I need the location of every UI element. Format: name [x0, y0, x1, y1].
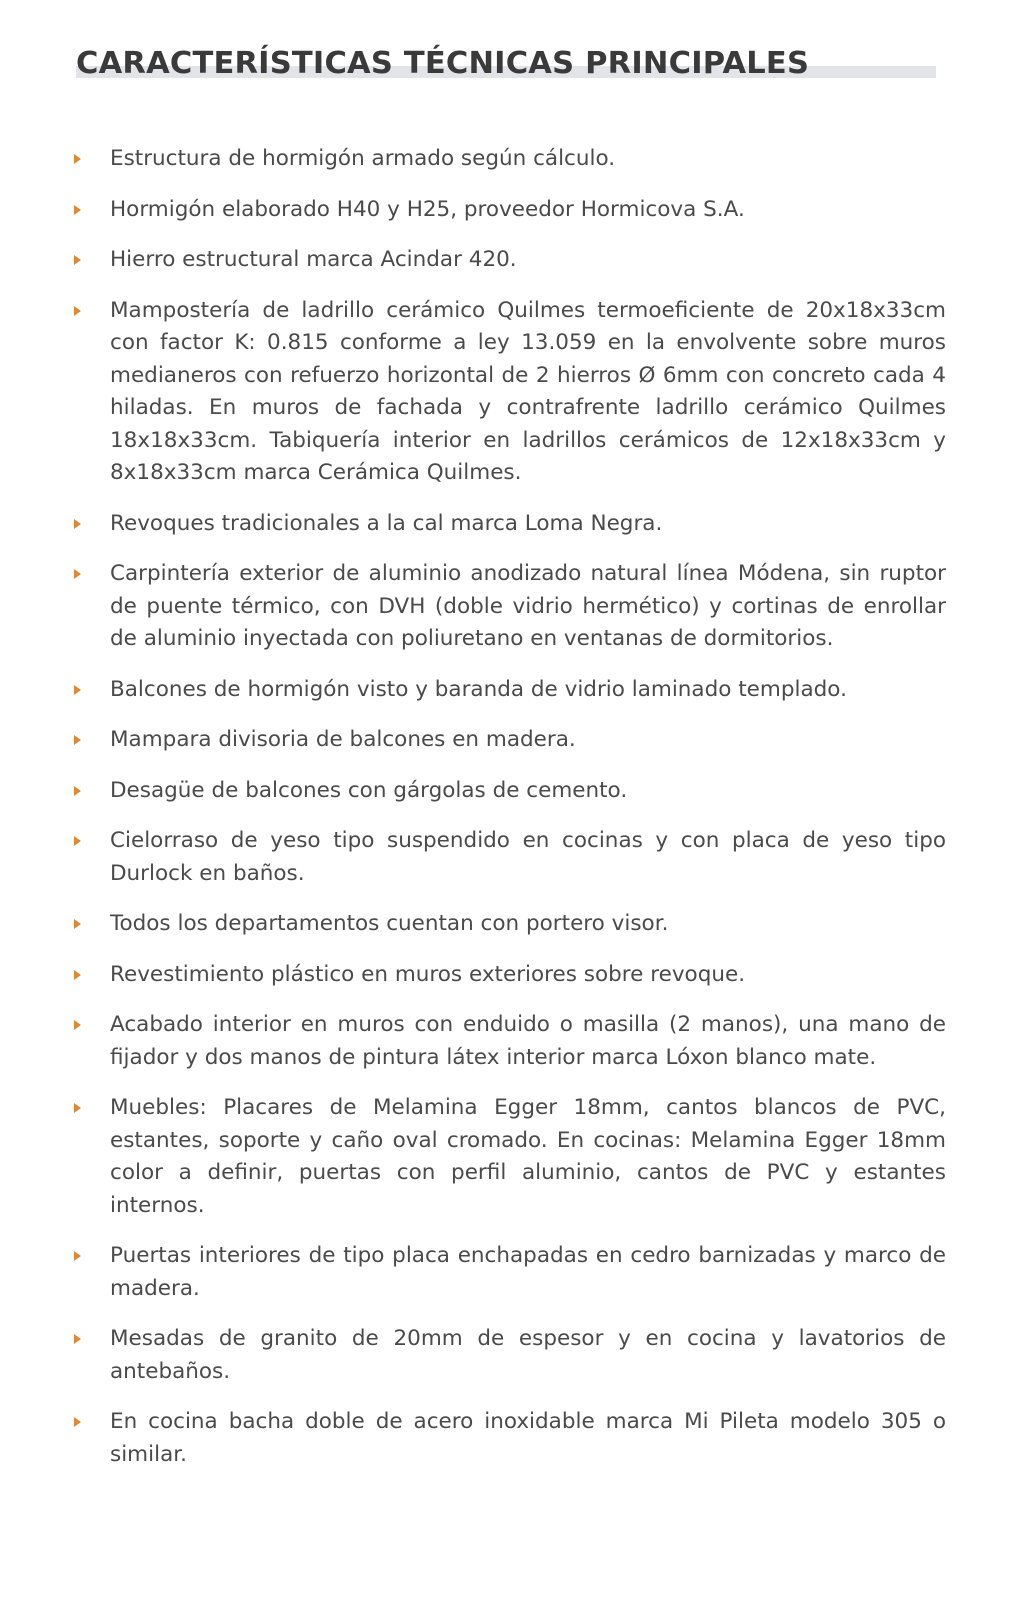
- list-item-text: Puertas interiores de tipo placa enchapadas en cedro barnizadas y marco de madera.: [110, 1243, 946, 1301]
- triangle-bullet-icon: [74, 1103, 81, 1113]
- list-item: [72, 194, 946, 227]
- triangle-bullet-icon: [74, 255, 81, 265]
- list-item: [72, 1240, 946, 1305]
- list-item-text: Carpintería exterior de aluminio anodizado natural línea Módena, sin ruptor de puente térmico, con DVH (doble vidrio hermético) y cortinas de enrollar de aluminio inyectada con poliuretano en ventanas de dormitorios.: [110, 561, 946, 651]
- triangle-bullet-icon: [74, 735, 81, 745]
- list-item: [72, 825, 946, 890]
- list-item: [72, 143, 946, 176]
- triangle-bullet-icon: [74, 836, 81, 846]
- list-item-text: Muebles: Placares de Melamina Egger 18mm, cantos blancos de PVC, estantes, soporte y caño oval cromado. En cocinas: Melamina Egger 18mm color a definir, puertas con perfil aluminio, cantos de PVC y estantes internos.: [110, 1095, 946, 1218]
- specifications-list: [72, 143, 946, 1489]
- triangle-bullet-icon: [74, 786, 81, 796]
- list-item-text: Cielorraso de yeso tipo suspendido en cocinas y con placa de yeso tipo Durlock en baños.: [110, 828, 946, 886]
- list-item-text: Mampara divisoria de balcones en madera.: [110, 727, 576, 752]
- triangle-bullet-icon: [74, 569, 81, 579]
- list-item: [72, 1092, 946, 1222]
- triangle-bullet-icon: [74, 1417, 81, 1427]
- list-item-text: Desagüe de balcones con gárgolas de cemento.: [110, 777, 628, 803]
- list-item-text: Estructura de hormigón armado según cálculo.: [110, 146, 616, 171]
- page-title: CARACTERÍSTICAS TÉCNICAS PRINCIPALES: [76, 46, 810, 81]
- list-item-text: Hormigón elaborado H40 y H25, proveedor Hormicova S.A.: [110, 196, 745, 222]
- list-item-text: Revestimiento plástico en muros exteriores sobre revoque.: [110, 961, 746, 987]
- triangle-bullet-icon: [74, 919, 81, 929]
- list-item-text: Mesadas de granito de 20mm de espesor y en cocina y lavatorios de antebaños.: [110, 1326, 946, 1384]
- triangle-bullet-icon: [74, 306, 81, 316]
- title-block: [76, 40, 936, 90]
- list-item: [72, 1323, 946, 1388]
- list-item-text: Revoques tradicionales a la cal marca Loma Negra.: [110, 510, 663, 536]
- list-item-text: Todos los departamentos cuentan con portero visor.: [110, 911, 669, 936]
- list-item-text: Acabado interior en muros con enduido o masilla (2 manos), una mano de fijador y dos manos de pintura látex interior marca Lóxon blanco mate.: [110, 1012, 946, 1070]
- triangle-bullet-icon: [74, 685, 81, 695]
- list-item: [72, 674, 946, 707]
- list-item: [72, 775, 946, 808]
- triangle-bullet-icon: [74, 970, 81, 980]
- list-item: [72, 724, 946, 757]
- triangle-bullet-icon: [74, 205, 81, 215]
- list-item: [72, 295, 946, 490]
- list-item: [72, 1009, 946, 1074]
- triangle-bullet-icon: [74, 1251, 81, 1261]
- list-item: [72, 1406, 946, 1471]
- triangle-bullet-icon: [74, 154, 81, 164]
- list-item-text: Balcones de hormigón visto y baranda de vidrio laminado templado.: [110, 676, 847, 702]
- triangle-bullet-icon: [74, 519, 81, 529]
- list-item: [72, 959, 946, 992]
- triangle-bullet-icon: [74, 1334, 81, 1344]
- list-item-text: En cocina bacha doble de acero inoxidable marca Mi Pileta modelo 305 o similar.: [110, 1409, 946, 1467]
- list-item-text: Mampostería de ladrillo cerámico Quilmes termoeficiente de 20x18x33cm con factor K: 0.815 conforme a ley 13.059 en la envolvente sobre muros medianeros con refuerzo horizontal de 2 hierros Ø 6mm con concreto cada 4 hiladas. En muros de fachada y contrafrente ladrillo cerámico Quilmes 18x18x33cm. Tabiquería interior en ladrillos cerámicos de 12x18x33cm y 8x18x33cm marca Cerámica Quilmes.: [110, 297, 946, 485]
- list-item-text: Hierro estructural marca Acindar 420.: [110, 247, 517, 272]
- list-item: [72, 244, 946, 277]
- list-item: [72, 508, 946, 541]
- triangle-bullet-icon: [74, 1020, 81, 1030]
- list-item: [72, 908, 946, 941]
- list-item: [72, 558, 946, 656]
